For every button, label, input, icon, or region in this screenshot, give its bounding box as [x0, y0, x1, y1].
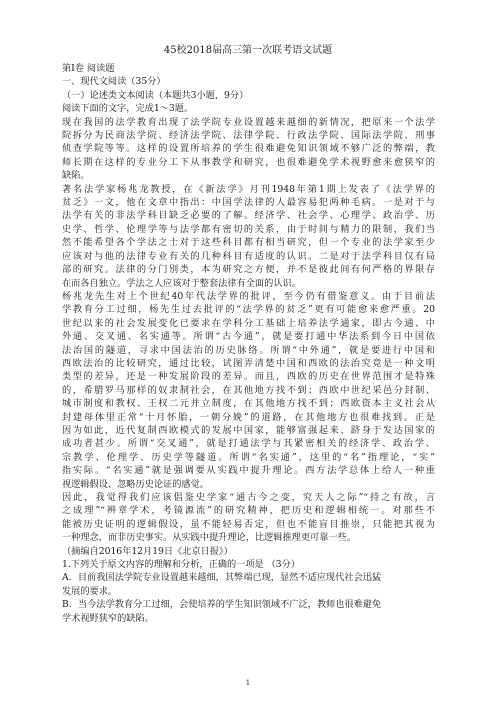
text-line: 西欧法治的比较研究，通过比较，试图弄清楚中国和西欧的法治究竟是一种文明: [62, 357, 435, 369]
text-line: 视逻辑假设、忽略历史论证的感觉。: [62, 478, 209, 490]
text-line: B．当今法学教育分工过细，会使培养的学生知识领域不广泛，教师也很难避免: [62, 599, 382, 611]
text-line: 类型的差异，还是一种发展阶段的差异。而且，西欧的历史在世界范围才是特殊: [62, 371, 435, 383]
text-line: 学教育分工过细，杨先生过去批评的“法学界的贫乏”更有可能愈来愈严重。20: [62, 304, 435, 316]
text-line: 史学、哲学、伦理学等与法学都有密切的关系，由于时间与精力的限制，我们当: [62, 223, 435, 235]
text-line: 之成理”“辨章学术，考镜源流”的研究精神，把历史和逻辑相统一。对那些不: [62, 505, 435, 517]
text-line: 一、现代文阅读（35分）: [62, 76, 166, 88]
text-line: A．目前我国法学院专业设置越来越细，其弊端已现，显然不适应现代社会迅猛: [62, 572, 382, 584]
document-body: [62, 62, 435, 625]
document-title: 45校2018届高三第一次联考语文试题: [163, 45, 333, 56]
text-line: 学术视野狭窄的缺陷。: [62, 612, 154, 624]
text-line: （一）论述类文本阅读（本题共3小题，9分）: [62, 89, 249, 101]
text-line: 外通、交叉通、名实通等。所谓“古今通”，就是要打通中华法系到今日中国依: [62, 331, 435, 343]
text-line: 封建母体里正常“十月怀胎，一朝分娩”的道路，在其他地方也很难找到。正是: [62, 411, 435, 423]
text-line: 1.下列关于原文内容的理解和分析，正确的一项是 （3分）: [62, 559, 301, 571]
text-line: 法学有关的非法学科目缺乏必要的了解。经济学、社会学、心理学、政治学、历: [62, 210, 435, 222]
text-line: 的，希腊罗马那样的奴隶制社会，在其他地方找不到；西欧中世纪采邑分封制、: [62, 384, 435, 396]
text-line: 阅读下面的文字，完成1～3题。: [62, 103, 194, 115]
page-number: 1: [245, 679, 251, 687]
text-line: 能被历史证明的逻辑假设，虽不能轻易否定，但也不能盲目推崇，只能把其视为: [62, 518, 435, 530]
text-line: 现在我国的法学教育出现了法学院专业设置越来越细的新情况，把原来一个法学: [62, 116, 435, 128]
text-line: 世纪以来的社会发展变化已要求在学科分工基础上培养法学通家，即古今通、中: [62, 317, 435, 329]
text-line: 缺陷。: [62, 170, 90, 182]
text-line: 成功者甚少。所谓“交叉通”，就是打通法学与其紧密相关的经济学、政治学、: [62, 438, 435, 450]
text-line: 部的研究。法律的分门别类，本为研究之方便，并不是彼此间有何严格的界限存: [62, 264, 435, 276]
text-line: 指实际。“名实通”就是强调要从实践中提升理论。西方法学总体上给人一种重: [62, 465, 435, 477]
text-line: 在而各自独立。学法之人应该对于整套法律有全面的认识。: [62, 277, 301, 289]
text-line: 城市制度和教权、王权二元并立制度，在其他地方找不到；西欧资本主义社会从: [62, 398, 435, 410]
text-line: 法治国的隧道，寻求中国法治的历史脉络。所谓“中外通”，就是要进行中国和: [62, 344, 435, 356]
text-line: 贫乏》一文，他在文章中指出：中国学法律的人最容易犯两种毛病。一是对于与: [62, 197, 435, 209]
text-line: 著名法学家杨兆龙教授，在《新法学》月刊1948年第1期上发表了《法学界的: [62, 183, 435, 195]
text-line: 杨兆龙先生对上个世纪40年代法学界的批评，至今仍有借鉴意义。由于目前法: [62, 290, 435, 302]
text-line: （摘编自2016年12月19日《北京日报》）: [62, 545, 233, 557]
text-line: 师长期在这样的专业分工下从事教学和研究，也很难避免学术视野愈来愈狭窄的: [62, 156, 435, 168]
text-line: 第Ⅰ卷 阅读题: [62, 63, 115, 74]
text-line: 一种理念，而非历史事实。从实践中提升理论，比逻辑推理更可靠一些。: [62, 532, 356, 544]
text-line: 侦查学院等等。这样的设置所培养的学生很难避免知识领域不够广泛的弊端，教: [62, 143, 435, 155]
text-line: 院拆分为民商法学院、经济法学院、法律学院、行政法学院、国际法学院、刑事: [62, 130, 435, 142]
text-line: 然不能希望各个学法之士对于这些科目都有相当研究，但一个专业的法学家至少: [62, 237, 435, 249]
text-line: 宗教学、伦理学、历史学等隧道。所谓“名实通”，这里的“名”指理论，“实”: [62, 451, 435, 463]
text-line: 因此，我觉得我们应该倡鉴史学家“通古今之变，究天人之际”“持之有故，言: [62, 492, 435, 503]
text-line: 发展的要求。: [62, 585, 118, 597]
text-line: 因为如此，近代复制西欧模式的发展中国家，能够富强起来、跻身于发达国家的: [62, 424, 435, 436]
text-line: 应该对与他的法律专业有关的几种科目有适度的认识。二是对于法学科目仅有局: [62, 250, 435, 262]
